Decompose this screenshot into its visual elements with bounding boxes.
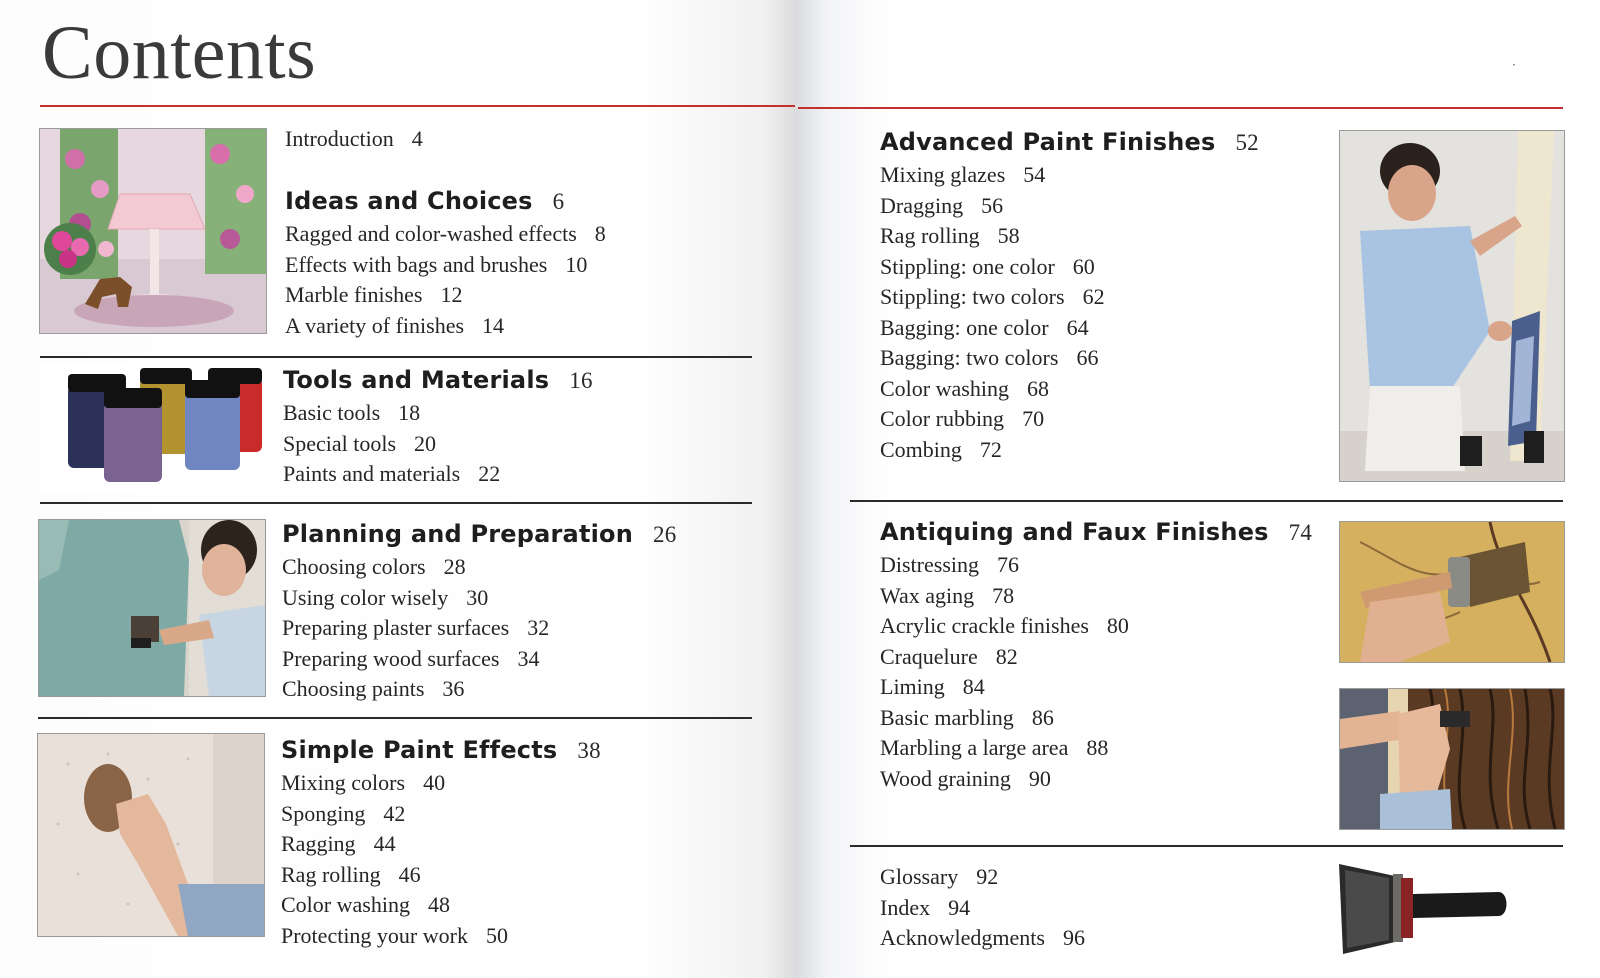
divider [40,356,752,358]
toc-entry[interactable]: Special tools 20 [283,430,437,456]
toc-entry[interactable]: Ragging 44 [281,831,396,856]
title-rule-right [798,107,1563,109]
toc-entry[interactable]: Combing 72 [880,436,1002,462]
toc-entry[interactable]: Bagging: two colors 66 [880,345,1099,370]
toc-section-ideas-and-choices [285,184,606,341]
distressing-brush-photo [1339,521,1565,663]
toc-entry[interactable]: Acknowledgments 96 [880,925,1085,950]
man-painting-molding-photo [1339,130,1565,482]
toc-entry[interactable]: A variety of finishes 14 [285,312,505,338]
divider [850,845,1563,847]
toc-entry[interactable]: Mixing colors 40 [281,770,446,795]
toc-entry[interactable]: Effects with bags and brushes 10 [285,251,588,277]
toc-section-simple-paint-effects [281,733,601,951]
toc-entry[interactable]: Introduction 4 [285,126,423,151]
toc-section-planning-and-preparation [282,517,676,705]
toc-entry[interactable]: Stippling: two colors 62 [880,284,1105,309]
section-heading[interactable]: Antiquing and Faux Finishes 74 [880,518,1313,546]
toc-entry[interactable]: Craquelure 82 [880,643,1018,669]
sponging-wall-photo [37,733,265,937]
toc-entry[interactable]: Glossary 92 [880,864,999,889]
man-painting-wall-photo [38,519,266,697]
toc-entry[interactable]: Choosing colors 28 [282,554,466,579]
toc-entry[interactable]: Basic tools 18 [283,400,421,425]
toc-entry[interactable]: Marble finishes 12 [285,282,463,307]
toc-entry[interactable]: Bagging: one color 64 [880,314,1089,340]
toc-entry[interactable]: Wax aging 78 [880,582,1015,608]
room-lamp-photo [39,128,267,334]
paintbrush-photo [1339,860,1509,954]
toc-entry[interactable]: Marbling a large area 88 [880,735,1109,760]
divider [850,500,1563,502]
toc-entry[interactable]: Dragging 56 [880,192,1004,218]
paint-jars-photo [40,364,270,492]
wood-graining-photo [1339,688,1565,830]
toc-entry[interactable]: Mixing glazes 54 [880,162,1046,187]
toc-entry[interactable]: Rag rolling 58 [880,223,1020,248]
toc-entry[interactable]: Index 94 [880,894,971,920]
section-heading[interactable]: Advanced Paint Finishes 52 [880,128,1259,156]
title-rule-left [40,105,795,107]
toc-entry[interactable]: Wood graining 90 [880,765,1051,791]
toc-section-antiquing-and-faux-finishes [880,515,1312,794]
speck-mark: · [1512,58,1516,72]
toc-entry[interactable]: Preparing plaster surfaces 32 [282,615,550,640]
toc-entry[interactable]: Color rubbing 70 [880,406,1045,431]
section-heading[interactable]: Simple Paint Effects 38 [281,736,601,764]
divider [38,717,752,719]
toc-entry[interactable]: Preparing wood surfaces 34 [282,645,540,671]
toc-back-matter [880,862,1085,954]
section-heading[interactable]: Ideas and Choices 6 [285,187,565,215]
divider [40,502,752,504]
section-heading[interactable]: Tools and Materials 16 [283,366,593,394]
toc-entry[interactable]: Ragged and color-washed effects 8 [285,221,606,246]
toc-intro [285,124,423,155]
toc-entry[interactable]: Sponging 42 [281,800,406,826]
toc-entry[interactable]: Liming 84 [880,674,985,699]
toc-entry[interactable]: Basic marbling 86 [880,704,1054,730]
toc-entry[interactable]: Stippling: one color 60 [880,253,1095,279]
toc-entry[interactable]: Rag rolling 46 [281,861,421,887]
section-heading[interactable]: Planning and Preparation 26 [282,520,677,548]
toc-entry[interactable]: Using color wisely 30 [282,584,489,610]
toc-section-tools-and-materials [283,363,593,490]
toc-entry[interactable]: Distressing 76 [880,552,1019,577]
toc-entry[interactable]: Acrylic crackle finishes 80 [880,613,1129,638]
toc-entry[interactable]: Choosing paints 36 [282,676,465,701]
toc-entry[interactable]: Color washing 48 [281,892,450,917]
toc-entry[interactable]: Protecting your work 50 [281,922,508,948]
toc-entry[interactable]: Color washing 68 [880,375,1049,401]
page-title: Contents [42,11,317,95]
toc-section-advanced-paint-finishes [880,125,1259,465]
toc-entry[interactable]: Paints and materials 22 [283,461,501,486]
